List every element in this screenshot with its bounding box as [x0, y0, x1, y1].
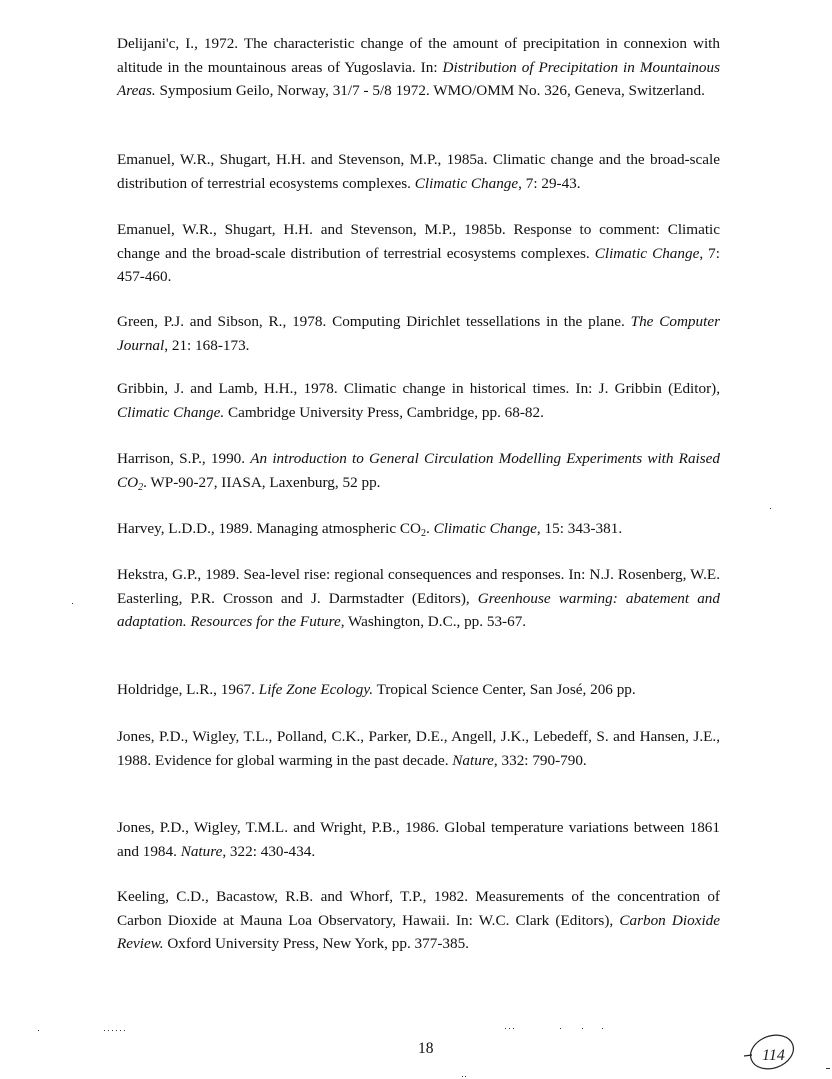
- italic-title: An introduction to General Circulation Modelling Experiments with Raised CO: [117, 450, 720, 491]
- reference-text: , 322: 430-434.: [222, 842, 316, 860]
- reference-text: Holdridge, L.R., 1967.: [117, 681, 259, 698]
- stamp-text: 114: [762, 1047, 785, 1064]
- reference-entry: [117, 148, 720, 195]
- scan-speck: [462, 1076, 468, 1077]
- reference-text: .: [425, 520, 434, 537]
- reference-entry: [117, 678, 720, 702]
- reference-text: Emanuel, W.R., Shugart, H.H. and Stevenson, M.P., 1985b. Response to comment: Climatic change and the broad-scale distribution of terrestrial ecosystems complexes.: [117, 221, 720, 262]
- reference-entry: [117, 563, 720, 634]
- reference-text: , 332: 790-790.: [493, 751, 587, 769]
- italic-title: Carbon Dioxide Review.: [117, 911, 721, 952]
- reference-text: Gribbin, J. and Lamb, H.H., 1978. Climatic change in historical times. In: J. Gribbin (Editor),: [117, 380, 720, 397]
- reference-text: Oxford University Press, New York, pp. 377-385.: [163, 935, 469, 952]
- italic-title: Life Zone Ecology.: [258, 681, 374, 698]
- reference-text: . WP-90-27, IIASA, Laxenburg, 52 pp.: [143, 473, 381, 491]
- scan-speck: [505, 1028, 517, 1029]
- italic-title: Distribution of Precipitation in Mountainous Areas.: [117, 58, 720, 99]
- reference-entry: [117, 218, 720, 289]
- reference-text: Emanuel, W.R., Shugart, H.H. and Stevenson, M.P., 1985a. Climatic change and the broad-scale distribution of terrestrial ecosystems complexes.: [117, 151, 720, 192]
- reference-text: Harrison, S.P., 1990.: [117, 450, 251, 467]
- italic-title: Nature: [452, 751, 494, 769]
- scan-speck: [72, 603, 73, 604]
- reference-text: , Washington, D.C., pp. 53-67.: [340, 613, 527, 630]
- scan-speck: [38, 1030, 39, 1031]
- reference-text: Jones, P.D., Wigley, T.L., Polland, C.K., Parker, D.E., Angell, J.K., Lebedeff, S. and Hansen, J.E., 1988. Evidence for global warming in the past decade.: [117, 728, 720, 769]
- reference-text: Tropical Science Center, San José, 206 pp.: [373, 681, 636, 698]
- reference-text: Jones, P.D., Wigley, T.M.L. and Wright, P.B., 1986. Global temperature variations between 1861 and 1984.: [117, 819, 720, 860]
- subscript-text: 2: [138, 481, 144, 493]
- reference-entry: [117, 816, 720, 863]
- subscript-text: 2: [420, 528, 426, 539]
- reference-entry: [117, 517, 720, 541]
- reference-text: Green, P.J. and Sibson, R., 1978. Computing Dirichlet tessellations in the plane.: [117, 313, 631, 330]
- reference-entry: [117, 885, 720, 956]
- italic-title: The Computer Journal: [117, 313, 720, 354]
- italic-title: Climatic Change.: [117, 403, 225, 421]
- italic-title: Nature: [180, 842, 223, 860]
- scan-speck: [602, 1028, 603, 1029]
- reference-text: Cambridge University Press, Cambridge, pp. 68-82.: [224, 403, 544, 421]
- reference-text: Delijani'c, I., 1972. The characteristic change of the amount of precipitation in connexion with altitude in the mountainous areas of Yugoslavia. In:: [117, 35, 720, 76]
- reference-text: Keeling, C.D., Bacastow, R.B. and Whorf, T.P., 1982. Measurements of the concentration of Carbon Dioxide at Mauna Loa Observatory, Hawaii. In: W.C. Clark (Editors),: [117, 888, 720, 929]
- scan-speck: [560, 1028, 561, 1029]
- reference-text: Hekstra, G.P., 1989. Sea-level rise: regional consequences and responses. In: N.J. Rosenberg, W.E. Easterling, P.R. Crosson and J. Darmstadter (Editors),: [117, 566, 720, 607]
- page-number: 18: [418, 1040, 434, 1057]
- italic-title: Climatic Change: [414, 174, 519, 192]
- reference-entry: [117, 725, 720, 772]
- scan-speck: [826, 1068, 830, 1069]
- reference-entry: [117, 32, 720, 103]
- scan-speck: [104, 1030, 126, 1031]
- handwritten-page-stamp: [740, 1030, 800, 1074]
- reference-text: Harvey, L.D.D., 1989. Managing atmospheric CO: [117, 520, 421, 537]
- reference-entry: [117, 447, 720, 494]
- scan-speck: [770, 508, 771, 509]
- reference-entry: [117, 377, 720, 424]
- reference-text: , 15: 343-381.: [536, 520, 623, 537]
- reference-text: , 7: 29-43.: [518, 174, 581, 192]
- reference-text: , 7: 457-460.: [117, 244, 720, 285]
- italic-title: Climatic Change: [594, 244, 700, 262]
- reference-text: Symposium Geilo, Norway, 31/7 - 5/8 1972. WMO/OMM No. 326, Geneva, Switzerland.: [155, 82, 705, 99]
- italic-title: Climatic Change: [433, 520, 537, 537]
- scan-speck: [582, 1028, 583, 1029]
- reference-text: , 21: 168-173.: [164, 336, 250, 354]
- italic-title: Greenhouse warming: abatement and adaptation. Resources for the Future: [117, 589, 720, 630]
- reference-entry: [117, 310, 720, 357]
